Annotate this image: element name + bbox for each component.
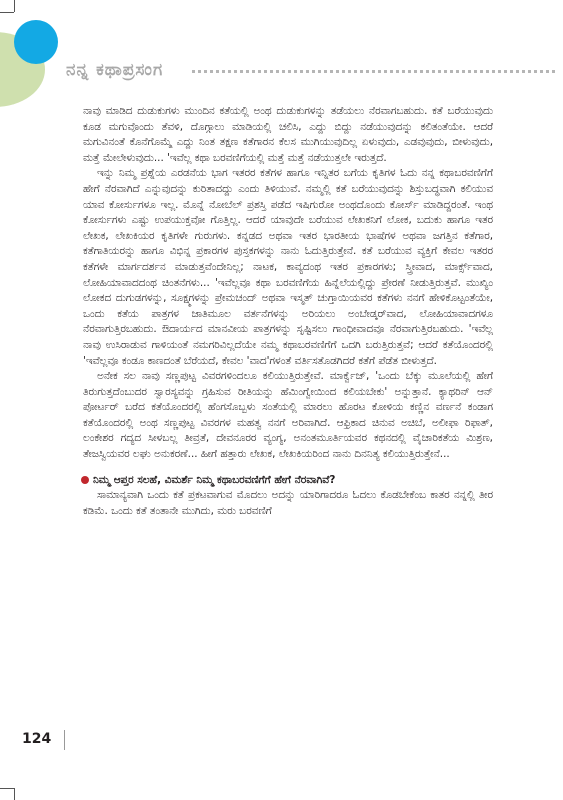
interview-question — [83, 473, 493, 489]
margin-rule — [64, 730, 65, 750]
page-number: 124 — [22, 731, 52, 747]
article-body — [83, 104, 493, 519]
bullet-icon — [81, 476, 89, 484]
section-title: ನನ್ನ ಕಥಾಪ್ರಸಂಗ — [66, 60, 164, 80]
crop-mark — [14, 788, 15, 800]
header-decoration — [0, 0, 70, 110]
paragraph: ನಾವು ಮಾಡಿದ ದುಡುಕುಗಳು ಮುಂದಿನ ಕತೆಯಲ್ಲಿ ಅಂಥ ದುಡುಕುಗಳನ್ನು ತಡೆಯಲು ನೆರವಾಗಬಹುದು. ಕತೆ ಬರೆಯುವುದು ಕೂಡ ಮಗುವೊಂದು ತೆವಳಿ, ದೊಗ್ಗಾಲು ಮಾಡಿಯಲ್ಲಿ ಚಲಿಸಿ, ಎದ್ದು ಬಿದ್ದು ನಡೆಯುವುದನ್ನು ಕಲಿತಂತೆಯೇ. ಆದರೆ ಮಗುವಿನಂತೆ ಕೊನೆಗೊಮ್ಮೆ ಎದ್ದು ನಿಂತ ತಕ್ಷಣ ಕತೆಗಾರನ ಕೆಲಸ ಮುಗಿಯುವುದಿಲ್ಲ ಏಳುವುದು, ಎಡವುವುದು, ಬೀಳುವುದು, ಮತ್ತೆ ಮೇಲೇಳುವುದು... 'ಇವೆಲ್ಲ ಕಥಾ ಬರವಣಿಗೆಯಲ್ಲಿ ಮತ್ತೆ ಮತ್ತೆ ನಡೆಯುತ್ತಲೇ ಇರುತ್ತದೆ. — [83, 105, 493, 164]
answer-paragraph: ಸಾಮಾನ್ಯವಾಗಿ ಒಂದು ಕತೆ ಪ್ರಕಟವಾಗುವ ಮೊದಲು ಅದನ್ನು ಯಾರಿಗಾದರೂ ಓದಲು ಕೊಡಬೇಕೆಂಬ ಕಾತರ ನನ್ನಲ್ಲಿ ತೀರ ಕಡಿಮೆ. ಒಂದು ಕತೆ ತಂತಾನೇ ಮುಗಿದು, ಮರು ಬರವಣಿಗೆ — [83, 489, 493, 517]
crop-mark — [0, 788, 14, 789]
question-text: ನಿಮ್ಮ ಆಪ್ತರ ಸಲಹೆ, ವಿಮರ್ಶೆ ನಿಮ್ಮ ಕಥಾಬರವಣಿಗೆಗೆ ಹೇಗೆ ನೆರವಾಗಿವೆ? — [93, 473, 336, 486]
cyan-circle-shape — [14, 20, 58, 64]
dotted-divider — [192, 70, 555, 73]
paragraph: ಅನೇಕ ಸಲ ನಾವು ಸಣ್ಣಪುಟ್ಟ ವಿವರಗಳಿಂದಲೂ ಕಲಿಯುತ್ತಿರುತ್ತೇವೆ. ಮಾರ್ಕ್ವೆಜ್, 'ಒಂದು ಬೆಕ್ಕು ಮೂಲೆಯಲ್ಲಿ ಹೇಗೆ ತಿರುಗುತ್ತದೆಂಬುದರ ಸ್ವಾರಸ್ಯವನ್ನು ಗ್ರಹಿಸುವ ರೀತಿಯನ್ನು ಹೆಮಿಂಗ್ವೇಯಿಂದ ಕಲಿಯಬೇಕು' ಅನ್ನುತ್ತಾನೆ. ಕ್ಯಾಥರಿನ್ ಆನ್ ಪೋರ್ಟರ್ ಬರೆದ ಕತೆಯೊಂದರಲ್ಲಿ ಹೆಂಗಸೊಬ್ಬಳು ಸಂತೆಯಲ್ಲಿ ಮಾರಲು ಹೊರಟ ಕೋಳಿಯ ಕಣ್ಣಿನ ವರ್ಣನೆ ಕಂಡಾಗ ಕತೆಯೊಂದರಲ್ಲಿ ಅಂಥ ಸಣ್ಣಪುಟ್ಟ ವಿವರಗಳ ಮಹತ್ವ ನನಗೆ ಅರಿವಾಗಿದೆ. ಆಫ್ರಿಕಾದ ಚಿನುವ ಅಚಿಬೆ, ಅಲೀಫಾ ರಿಫಾತ್, ಲಂಕೇಶರ ಗದ್ಯದ ಸೀಳಬಲ್ಲ ತೀವ್ರತೆ, ದೇವನೂರರ ವ್ಯಂಗ್ಯ, ಅನಂತಮೂರ್ತಿಯವರ ಕಥನದಲ್ಲಿ ವೈಚಾರಿಕತೆಯ ಮಿಶ್ರಣ, ತೇಜಸ್ವಿಯವರ ಲಘು ಅನುಕರಣೆ... ಹೀಗೆ ಹತ್ತಾರು ಲೇಖಕ, ಲೇಖಕಿಯರಿಂದ ನಾನು ದಿನನಿತ್ಯ ಕಲಿಯುತ್ತಿರುತ್ತೇನೆ... — [83, 370, 493, 461]
paragraph: ಇನ್ನು ನಿಮ್ಮ ಪ್ರಶ್ನೆಯ ಎರಡನೆಯ ಭಾಗ ಇತರರ ಕತೆಗಳ ಹಾಗೂ ಇನ್ನಿತರ ಬಗೆಯ ಕೃತಿಗಳ ಓದು ನನ್ನ ಕಥಾಬರವಣಿಗೆಗೆ ಹೇಗೆ ನೆರವಾಗಿದೆ ಎನ್ನುವುದನ್ನು ಕುರಿತಾದದ್ದು ಎಂದು ತಿಳಿಯುವೆ. ನಮ್ಮಲ್ಲಿ ಕತೆ ಬರೆಯುವುದನ್ನು ಶಿಸ್ತುಬದ್ಧವಾಗಿ ಕಲಿಯುವ ಯಾವ ಕೋರ್ಸುಗಳೂ ಇಲ್ಲ. ಮೊನ್ನೆ ನೋಬೆಲ್ ಪ್ರಶಸ್ತಿ ಪಡೆದ ಇಷಿಗುರೋ ಅಂಥದೊಂದು ಕೋರ್ಸ್ ಮಾಡಿದ್ದರಂತೆ. ಇಂಥ ಕೋರ್ಸುಗಳು ಎಷ್ಟು ಉಪಯುಕ್ತವೋ ಗೊತ್ತಿಲ್ಲ. ಆದರೆ ಯಾವುದೇ ಬರೆಯುವ ಲೇಖಕನಿಗೆ ಲೋಕ, ಬದುಕು ಹಾಗೂ ಇತರ ಲೇಖಕ, ಲೇಖಕಿಯರ ಕೃತಿಗಳೇ ಗುರುಗಳು. ಕನ್ನಡದ ಅಥವಾ ಇತರ ಭಾರತೀಯ ಭಾಷೆಗಳ ಅಥವಾ ಜಗತ್ತಿನ ಕತೆಗಾರ, ಕತೆಗಾತಿಯರನ್ನು ಹಾಗೂ ವಿಭಿನ್ನ ಪ್ರಕಾರಗಳ ಪುಸ್ತಕಗಳನ್ನು ನಾನು ಓದುತ್ತಿರುತ್ತೇನೆ. ಕತೆ ಬರೆಯುವ ವ್ಯಕ್ತಿಗೆ ಕೇವಲ ಇತರರ ಕತೆಗಳೇ ಮಾರ್ಗದರ್ಶನ ಮಾಡುತ್ತವೆಂದೇನಿಲ್ಲ; ನಾಟಕ, ಕಾವ್ಯದಂಥ ಇತರ ಪ್ರಕಾರಗಳು; ಸ್ತ್ರೀವಾದ, ಮಾರ್ಕ್ಸ್‌ವಾದ, ಲೋಹಿಯಾವಾದದಂಥ ಚಿಂತನೆಗಳು... 'ಇವೆಲ್ಲವೂ ಕಥಾ ಬರವಣಿಗೆಯ ಹಿನ್ನೆಲೆಯಲ್ಲಿದ್ದು ಪ್ರೇರಣೆ ನೀಡುತ್ತಿರುತ್ತವೆ. ಮುಖ್ಯಿಂ ಲೋಕದ ದುಗುಡಗಳನ್ನು, ಸೂಕ್ಷ್ಮಗಳನ್ನು ಪ್ರೇಮಚಂದ್ ಅಥವಾ ಇಸ್ಮತ್ ಚುಗ್ತಾಯಿಯವರ ಕತೆಗಳು ನನಗೆ ಹೇಳಿಕೊಟ್ಟಂತೆಯೇ, ಒಂದು ಕತೆಯ ಪಾತ್ರಗಳ ಜಾತಿಮೂಲ ವರ್ತನೆಗಳನ್ನು ಅರಿಯಲು ಅಂಬೇಡ್ಕರ್‌ವಾದ, ಲೋಹಿಯಾವಾದಗಳೂ ನೆರವಾಗುತ್ತಿರಬಹುದು. ಔದಾರ್ಯದ ಮಾನವೀಯ ಪಾತ್ರಗಳನ್ನು ಸೃಷ್ಟಿಸಲು ಗಾಂಧೀವಾದವೂ ನೆರವಾಗುತ್ತಿರಬಹುದು. 'ಇವೆಲ್ಲ ನಾವು ಉಸಿರಾಡುವ ಗಾಳಿಯಂತೆ ನಮಗರಿವಿಲ್ಲದೆಯೇ ನಮ್ಮ ಕಥಾಬರವಣಿಗೆಗೆ ಒದಗಿ ಬರುತ್ತಿರುತ್ತವೆ; ಆದರೆ ಕತೆಯೊಂದರಲ್ಲಿ 'ಇವೆಲ್ಲವೂ ಕಂಡೂ ಕಾಣದಂತೆ ಬೆರೆಯದೆ, ಕೇವಲ 'ವಾದ'ಗಳಂತೆ ವರ್ತಿಸತೊಡಗಿದರೆ ಕತೆಗೆ ಪೆಡೆತ ಬೀಳುತ್ತದೆ. — [83, 167, 493, 367]
